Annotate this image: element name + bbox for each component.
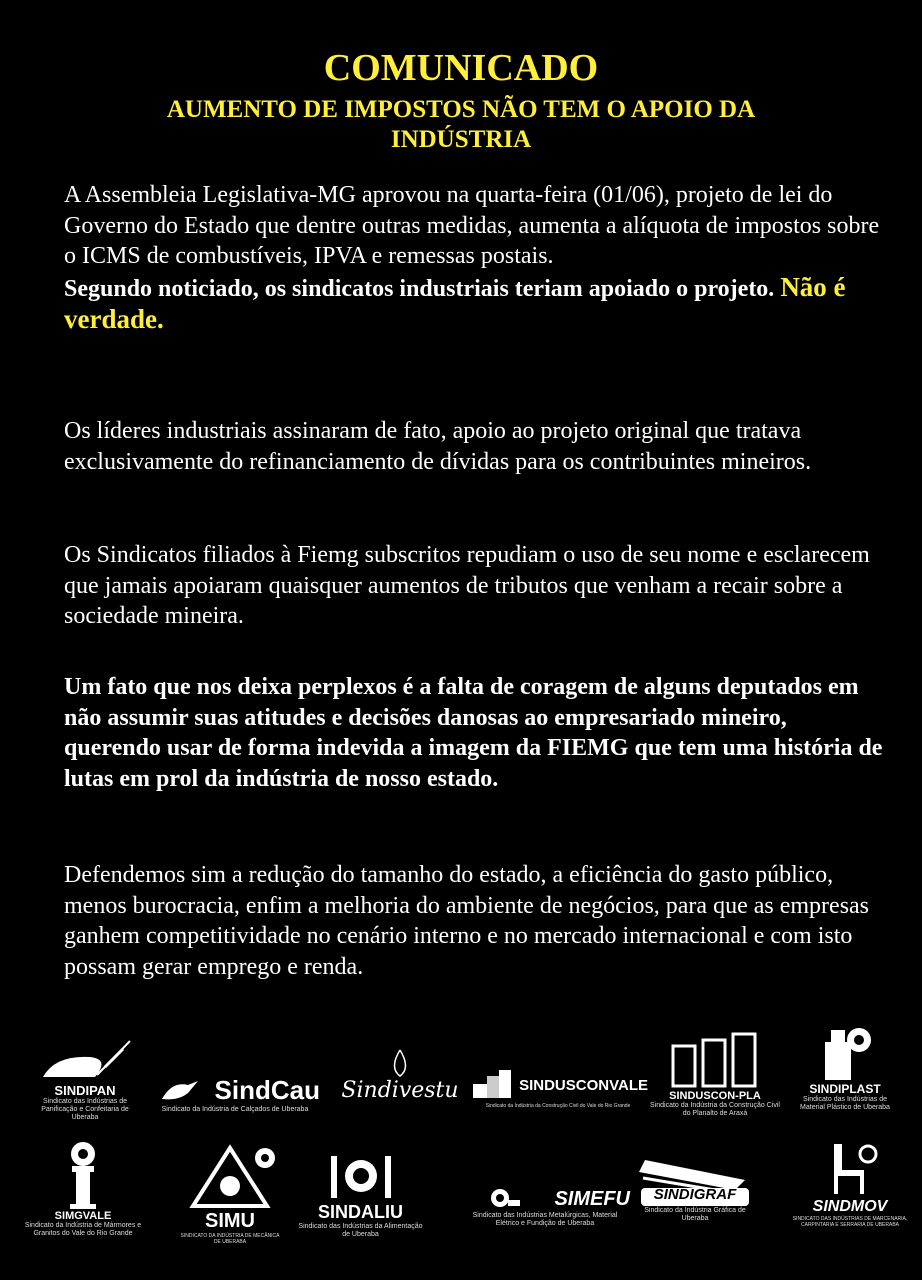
sindcau-logo: SindCau Sindicato da Indústria de Calçados de Uberaba: [150, 1075, 320, 1114]
page-subtitle: [0, 95, 922, 155]
paragraph-assembleia-bold: Segundo noticiado, os sindicatos industriais teriam apoiado o projeto.: [64, 275, 775, 302]
paragraph-lideres: Os líderes industriais assinaram de fato, apoio ao projeto original que tratava exclusivamente do refinanciamento de dívidas para os contribuintes mineiros.: [64, 418, 812, 475]
subtitle-line-2: INDÚSTRIA: [390, 126, 532, 153]
simgvale-logo: SIMGVALE Sindicato da Indústria de Mármores e Granitos do Vale do Rio Grande: [18, 1140, 148, 1238]
page-title: COMUNICADO: [323, 47, 599, 89]
cutlery-icon: [321, 1150, 401, 1202]
chair-icon: [820, 1140, 880, 1198]
paragraph-assembleia: [64, 180, 884, 337]
simefu-logo: SIMEFU Sindicato das Indústrias Metalúrgicas, Material Elétrico e Fundição de Uberaba: [472, 1187, 630, 1227]
column-gear-icon: [58, 1140, 108, 1210]
bread-wheat-icon: [35, 1035, 135, 1083]
subtitle-line-1: AUMENTO DE IMPOSTOS NÃO TEM O APOIO DA: [166, 96, 756, 123]
paragraph-perplexos: Um fato que nos deixa perplexos é a falta de coragem de alguns deputados em não assumir suas atitudes e decisões danosas ao empresariado mineiro, querendo usar de forma indevida a imagem da FIEMG que tem uma história de lutas em prol da indústria de nosso estado.: [64, 674, 883, 792]
sinduscon-pla-logo: SINDUSCON-PLA Sindicato da Indústria da Construção Civil do Planalto de Araxá: [650, 1032, 780, 1118]
sindiplast-logo: SINDIPLAST Sindicato das Indústrias de Material Plástico de Uberaba: [790, 1020, 900, 1112]
sindusconvale-logo: SINDUSCONVALE Sindicato da Indústria da Construção Civil do Vale do Rio Grande: [468, 1068, 648, 1110]
sindmov-logo: SINDMOV SINDICATO DAS INDÚSTRIAS DE MARCENARIA, CARPINTARIA E SERRARIA DE UBERABA: [788, 1140, 912, 1228]
sindipan-logo: SINDIPAN Sindicato das Indústrias de Panificação e Confeitaria de Uberaba: [30, 1035, 140, 1122]
gear-bottle-icon: [815, 1020, 875, 1082]
gear-bolt-icon: [488, 1186, 522, 1212]
sindaliu-logo: SINDALIU Sindicato das Indústrias da Alimentação de Uberaba: [298, 1150, 423, 1239]
sindivestu-logo: Sindivestu: [335, 1048, 465, 1103]
columns-icon: [665, 1032, 765, 1090]
not-true-highlight: Não é verdade.: [64, 271, 846, 334]
simu-logo: SIMU SINDICATO DA INDÚSTRIA DE MECÂNICA DE UBERABA: [180, 1140, 280, 1245]
blocks-icon: [471, 1068, 513, 1102]
gears-triangle-icon: [185, 1140, 275, 1210]
paragraph-assembleia-text: A Assembleia Legislativa-MG aprovou na quarta-feira (01/06), projeto de lei do Governo do Estado que dentre outras medidas, aumenta a alíquota de impostos sobre o ICMS de combustíveis, IPVA e remessas postais.: [64, 182, 880, 269]
paragraph-defendemos: Defendemos sim a redução do tamanho do estado, a eficiência do gasto público, menos burocracia, enfim a melhoria do ambiente de negócios, para que as empresas ganhem competitividade no cenário interno e no mercado internacional e com isto possam gerar emprego e renda.: [64, 862, 870, 980]
shoe-swoosh-icon: [158, 1077, 202, 1105]
needle-icon: [385, 1048, 415, 1078]
paragraph-sindicatos: Os Sindicatos filiados à Fiemg subscritos repudiam o uso de seu nome e esclarecem que jamais apoiaram quaisquer aumentos de tributos que venham a recair sobre a sociedade mineira.: [64, 542, 870, 629]
sindigraf-logo: SINDIGRAF Sindicato da Indústria Gráfica de Uberaba: [630, 1150, 760, 1223]
